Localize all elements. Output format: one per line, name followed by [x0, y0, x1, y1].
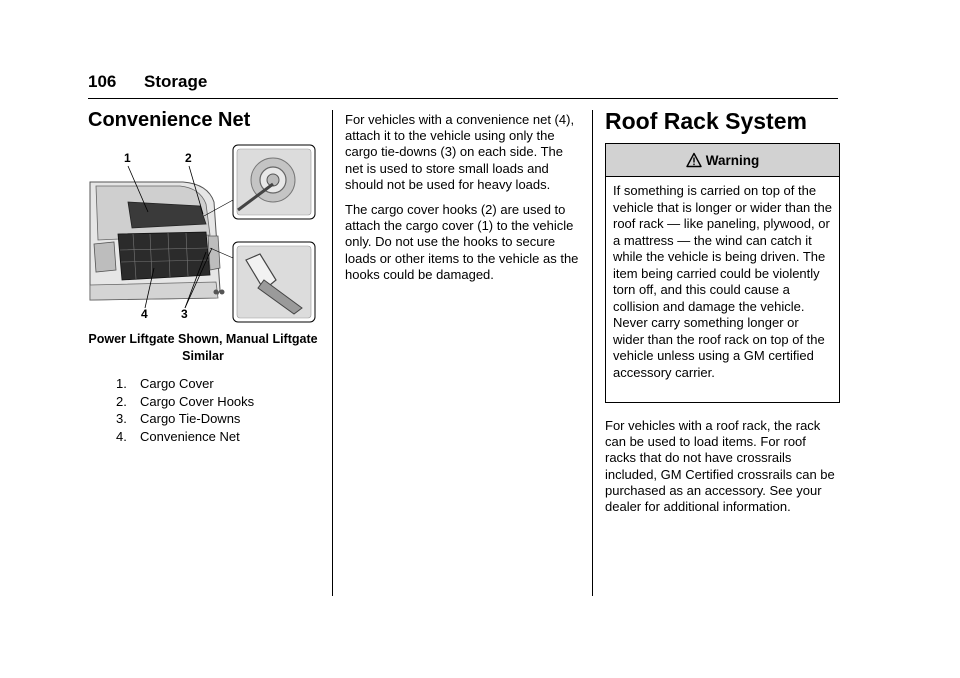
- warning-label: Warning: [705, 152, 760, 168]
- legend-item: [116, 410, 254, 428]
- cargo-illustration-svg: [88, 140, 318, 325]
- warning-text: If something is carried on top of the vehicle that is longer or wider than the roof rack — like paneling, plywood, or a mattress — the wind can catch it while the vehicle is being driven. The item being carried could be violently torn off, and this could cause a collision and damage the vehicle. Never carry something longer or wider than the roof rack on top of the vehicle unless using a GM certified accessory carrier.: [613, 183, 832, 380]
- warning-triangle-icon: [686, 152, 702, 168]
- cargo-area-illustration: [88, 140, 318, 325]
- body-paragraph: The cargo cover hooks (2) are used to attach the cargo cover (1) to the vehicle only. Do not use the hooks to secure loads or other items to the vehicle as the hooks could be damaged.: [345, 202, 579, 282]
- warning-header: [606, 144, 839, 177]
- legend-number: 4.: [116, 428, 127, 444]
- roof-rack-heading: Roof Rack System: [605, 108, 807, 134]
- legend-label: Cargo Tie-Downs: [140, 411, 241, 426]
- convenience-net-body: [345, 112, 580, 292]
- convenience-net-heading: Convenience Net: [88, 109, 251, 131]
- legend-number: 3.: [116, 411, 127, 426]
- legend-label: Cargo Cover Hooks: [140, 393, 255, 409]
- legend-label: Cargo Cover: [140, 376, 214, 391]
- figure-caption: Power Liftgate Shown, Manual Liftgate Similar: [88, 332, 318, 363]
- callout-3: 3: [181, 307, 188, 321]
- legend-label: Convenience Net: [140, 428, 240, 444]
- warning-box: [605, 143, 840, 403]
- column-divider-right: [592, 110, 593, 596]
- page-number: 106: [88, 72, 117, 91]
- legend-item: [116, 393, 254, 411]
- legend-number: 1.: [116, 376, 127, 391]
- callout-1: 1: [124, 151, 131, 165]
- page-header: [88, 72, 838, 99]
- column-divider-left: [332, 110, 333, 596]
- body-paragraph: For vehicles with a convenience net (4), attach it to the vehicle using only the cargo tie-downs (3) on each side. The net is used to store small loads and should not be used for heavy loads.: [345, 112, 575, 192]
- section-title: Storage: [144, 72, 208, 91]
- roof-rack-paragraph: For vehicles with a roof rack, the rack can be used to load items. For roof racks that do not have crossrails included, GM Certified crossrails can be purchased as an accessory. See your dealer for additional information.: [605, 418, 835, 515]
- legend-item: [116, 375, 254, 393]
- figure-legend: [116, 375, 254, 445]
- callout-2: 2: [185, 151, 192, 165]
- legend-number: 2.: [116, 393, 127, 409]
- legend-item: [116, 428, 254, 446]
- callout-4: 4: [141, 307, 148, 321]
